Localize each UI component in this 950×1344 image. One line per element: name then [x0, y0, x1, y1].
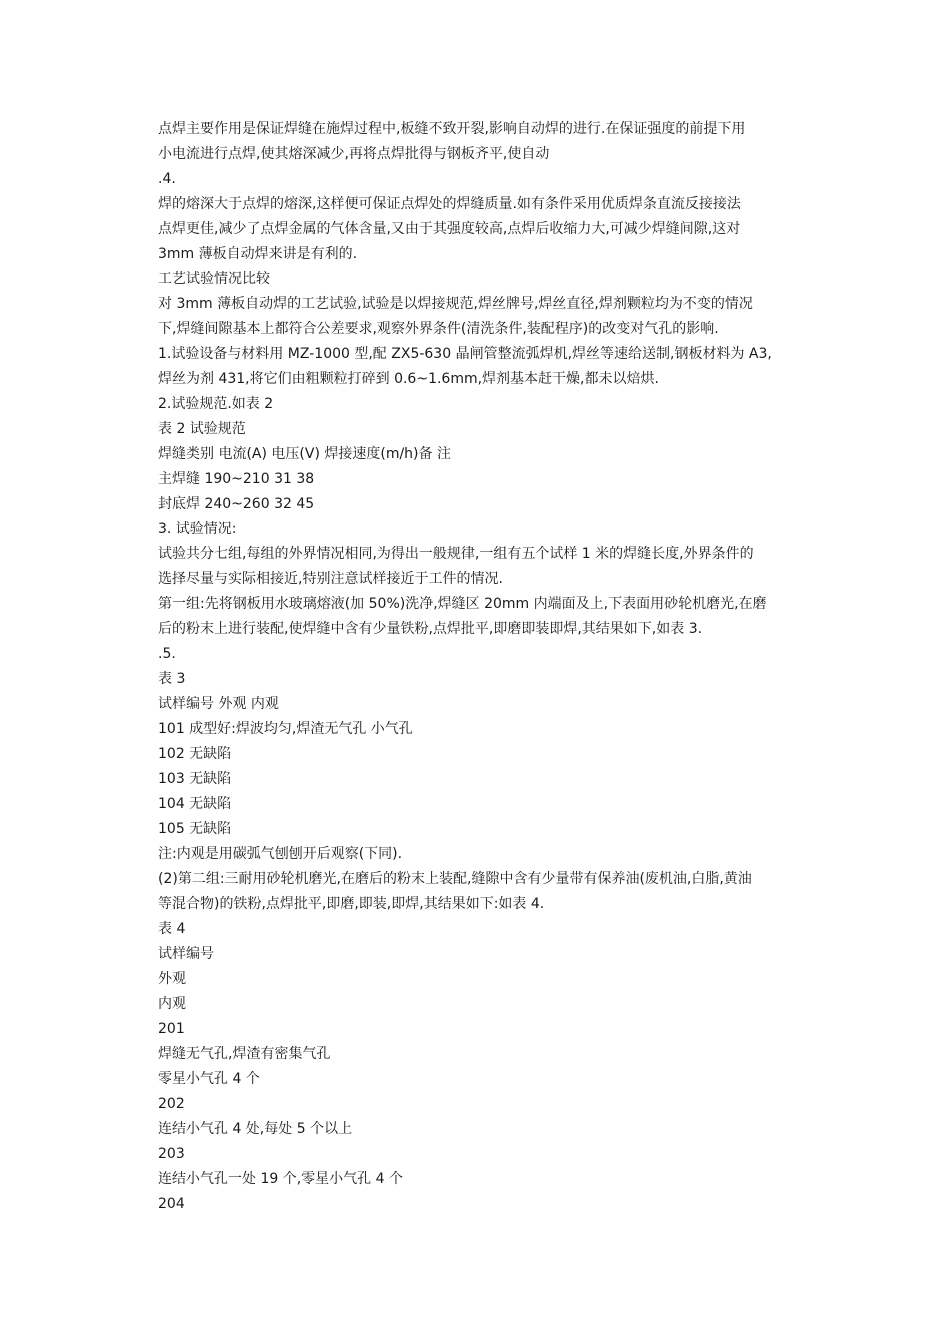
table-header-row: 试样编号 外观 内观: [158, 696, 279, 712]
table-row: 103 无缺陷: [158, 771, 232, 787]
table-cell: 202: [158, 1096, 185, 1112]
table-cell: 连结小气孔一处 19 个,零星小气孔 4 个: [158, 1171, 403, 1187]
table-header-cell: 外观: [158, 971, 186, 987]
table-cell: 201: [158, 1021, 185, 1037]
text-line: 点焊更佳,减少了点焊金属的气体含量,又由于其强度较高,点焊后收缩力大,可减少焊缝间隙,这对: [158, 221, 741, 237]
table-row: 102 无缺陷: [158, 746, 232, 762]
table-cell: 连结小气孔 4 处,每处 5 个以上: [158, 1121, 353, 1137]
note-line: 注:内观是用碳弧气刨刨开后观察(下同).: [158, 846, 403, 862]
text-line: 焊的熔深大于点焊的熔深,这样便可保证点焊处的焊缝质量.如有条件采用优质焊条直流反接接法: [158, 196, 741, 212]
page-number: .5.: [158, 646, 176, 662]
table-row: 主焊缝 190~210 31 38: [158, 471, 315, 487]
section-heading: 3. 试验情况:: [158, 521, 237, 537]
text-line: 点焊主要作用是保证焊缝在施焊过程中,板缝不致开裂,影响自动焊的进行.在保证强度的前提下用: [158, 121, 746, 137]
text-line: 对 3mm 薄板自动焊的工艺试验,试验是以焊接规范,焊丝牌号,焊丝直径,焊剂颗粒均为不变的情况: [158, 296, 753, 312]
table-header-row: 焊缝类别 电流(A) 电压(V) 焊接速度(m/h)备 注: [158, 446, 451, 462]
table-caption: 表 3: [158, 671, 186, 687]
text-line: 1.试验设备与材料用 MZ-1000 型,配 ZX5-630 晶闸管整流弧焊机,焊丝等速给送制,钢板材料为 A3,: [158, 346, 772, 362]
text-line: 焊丝为剂 431,将它们由粗颗粒打碎到 0.6~1.6mm,焊剂基本赶干燥,都未以焙烘.: [158, 371, 659, 387]
document-page: [158, 117, 798, 1217]
text-line: 小电流进行点焊,使其熔深减少,再将点焊批得与钢板齐平,使自动: [158, 146, 550, 162]
text-line: 后的粉末上进行装配,使焊缝中含有少量铁粉,点焊批平,即磨即装即焊,其结果如下,如表 3.: [158, 621, 703, 637]
table-cell: 焊缝无气孔,焊渣有密集气孔: [158, 1046, 331, 1062]
text-line: 2.试验规范.如表 2: [158, 396, 274, 412]
text-line: 试验共分七组,每组的外界情况相同,为得出一般规律,一组有五个试样 1 米的焊缝长度,外界条件的: [158, 546, 754, 562]
table-row: 105 无缺陷: [158, 821, 232, 837]
page-number: .4.: [158, 171, 176, 187]
text-line: (2)第二组:三耐用砂轮机磨光,在磨后的粉末上装配,缝隙中含有少量带有保养油(废机油,白脂,黄油: [158, 871, 752, 887]
table-caption: 表 2 试验规范: [158, 421, 246, 437]
text-line: 3mm 薄板自动焊来讲是有利的.: [158, 246, 358, 262]
table-cell: 零星小气孔 4 个: [158, 1071, 260, 1087]
section-heading: 工艺试验情况比较: [158, 271, 270, 287]
table-header-cell: 内观: [158, 996, 186, 1012]
table-row: 101 成型好:焊波均匀,焊渣无气孔 小气孔: [158, 721, 413, 737]
text-line: 等混合物)的铁粉,点焊批平,即磨,即装,即焊,其结果如下:如表 4.: [158, 896, 545, 912]
table-caption: 表 4: [158, 921, 186, 937]
text-line: 下,焊缝间隙基本上都符合公差要求,观察外界条件(清洗条件,装配程序)的改变对气孔的影响.: [158, 321, 719, 337]
text-line: 选择尽量与实际相接近,特别注意试样接近于工件的情况.: [158, 571, 503, 587]
table-cell: 204: [158, 1196, 185, 1212]
table-row: 封底焊 240~260 32 45: [158, 496, 315, 512]
table-cell: 203: [158, 1146, 185, 1162]
table-header-cell: 试样编号: [158, 946, 214, 962]
table-row: 104 无缺陷: [158, 796, 232, 812]
text-line: 第一组:先将钢板用水玻璃熔液(加 50%)洗净,焊缝区 20mm 内端面及上,下表面用砂轮机磨光,在磨: [158, 596, 767, 612]
